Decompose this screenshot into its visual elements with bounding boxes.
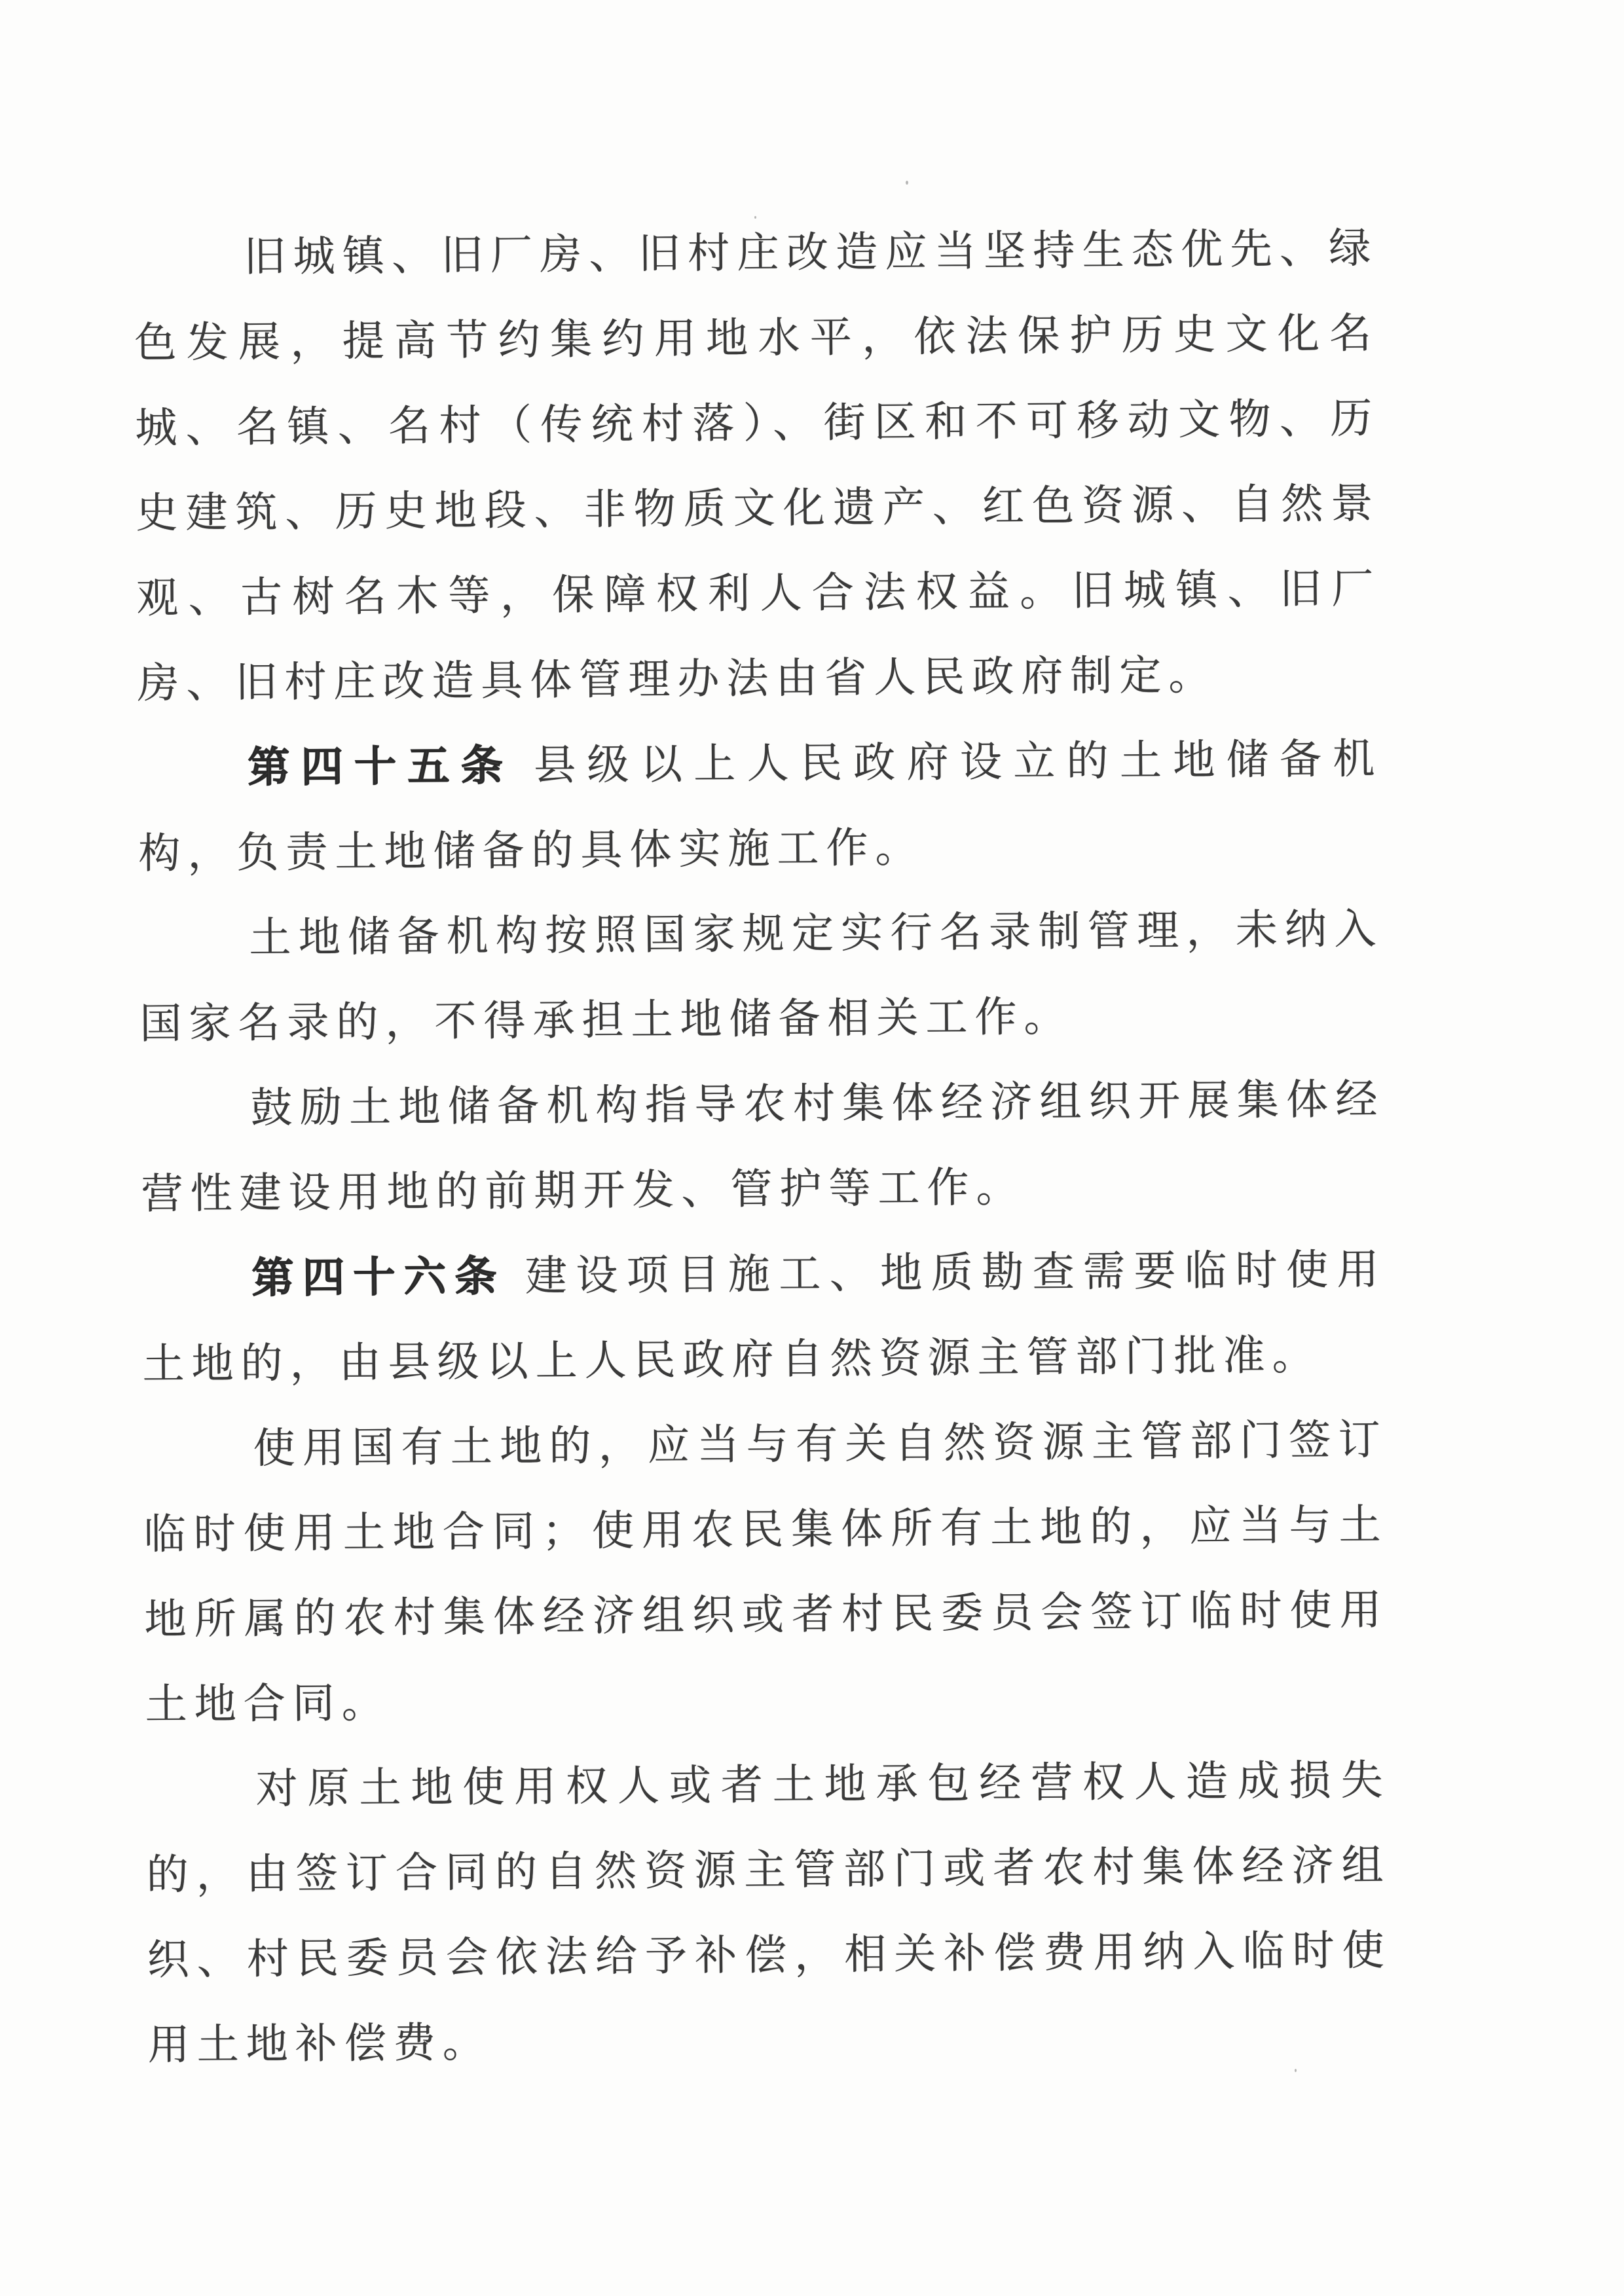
paragraph-temporary-land-contracts <box>143 1398 1390 1748</box>
paragraph-text: 旧城镇、旧厂房、旧村庄改造应当坚持生态优先、绿色发展，提高节约集约用地水平，依法保护历史文化名城、名镇、名村（传统村落）、街区和不可移动文物、历史建筑、历史地段、非物质文化遗产、红色资源、自然景观、古树名木等，保障权利人合法权益。旧城镇、旧厂房、旧村庄改造具体管理办法由省人民政府制定。 <box>134 225 1381 707</box>
scan-speck <box>1295 2069 1297 2072</box>
paragraph-compensation <box>145 1738 1392 2088</box>
paragraph-text: 土地储备机构按照国家规定实行名录制管理，未纳入国家名录的，不得承担土地储备相关工作。 <box>139 905 1384 1048</box>
paragraph-text: 鼓励土地储备机构指导农村集体经济组织开展集体经营性建设用地的前期开发、管护等工作。 <box>141 1076 1385 1218</box>
paragraph-text: 建设项目施工、地质勘查需要临时使用土地的，由县级以上人民政府自然资源主管部门批准。 <box>142 1246 1386 1388</box>
article-number-45: 第四十五条 <box>248 742 515 792</box>
paragraph-text: 使用国有土地的，应当与有关自然资源主管部门签订临时使用土地合同；使用农民集体所有土地的，应当与土地所属的农村集体经济组织或者村民委员会签订临时使用土地合同。 <box>143 1416 1389 1728</box>
article-number-46: 第四十六条 <box>251 1253 506 1302</box>
document-body <box>134 206 1392 2088</box>
paragraph-land-reserve-registry <box>139 887 1384 1067</box>
paragraph-article-45 <box>138 717 1383 897</box>
paragraph-redevelopment-principles <box>134 206 1382 727</box>
paragraph-text: 对原土地使用权人或者土地承包经营权人造成损失的，由签订合同的自然资源主管部门或者农村集体经济组织、村民委员会依法给予补偿，相关补偿费用纳入临时使用土地补偿费。 <box>146 1757 1392 2069</box>
scan-speck <box>906 181 908 185</box>
scan-speck <box>754 216 756 219</box>
paragraph-article-46 <box>141 1228 1387 1408</box>
paragraph-land-reserve-guidance <box>140 1057 1386 1237</box>
paragraph-text: 县级以上人民政府设立的土地储备机构，负责土地储备的具体实施工作。 <box>138 735 1382 877</box>
